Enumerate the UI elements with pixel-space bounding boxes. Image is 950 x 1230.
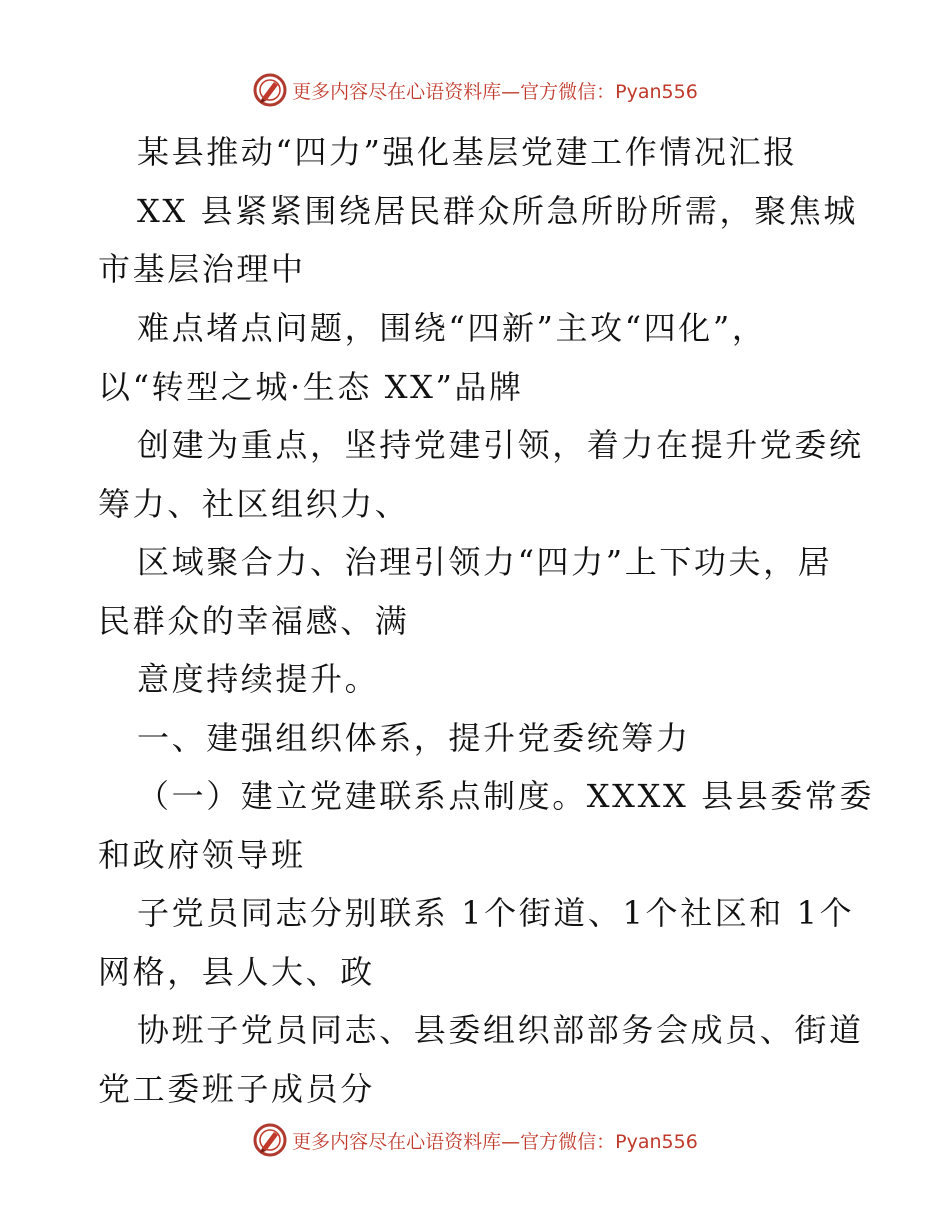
- paragraph-line: 以“转型之城·生态 XX”品牌: [98, 368, 524, 406]
- paragraph-line: 民群众的幸福感、满: [98, 602, 410, 640]
- paragraph-line: 筹力、社区组织力、: [98, 485, 410, 523]
- section-heading: 一、建强组织体系，提升党委统筹力: [137, 719, 691, 757]
- paragraph-line: 难点堵点问题，围绕“四新”主攻“四化”，: [137, 309, 767, 347]
- paragraph-line: 创建为重点，坚持党建引领，着力在提升党委统: [137, 426, 864, 464]
- paragraph-line: （一）建立党建联系点制度。XXXX 县县委常委: [137, 777, 875, 815]
- paragraph-line: 市基层治理中: [98, 250, 306, 288]
- paragraph-line: 区域聚合力、治理引领力“四力”上下功夫，居: [137, 543, 833, 581]
- watermark-text: 更多内容尽在心语资料库—官方微信：Pyan556: [292, 80, 698, 103]
- watermark-header: [0, 70, 950, 110]
- paragraph-line: 党工委班子成员分: [98, 1070, 375, 1108]
- paragraph-line: 意度持续提升。: [137, 660, 380, 698]
- paragraph-line: 协班子党员同志、县委组织部部务会成员、街道: [137, 1011, 864, 1049]
- paragraph-line: 网格，县人大、政: [98, 953, 375, 991]
- document-title: 某县推动“四力”强化基层党建工作情况汇报: [137, 133, 798, 171]
- paragraph-line: XX 县紧紧围绕居民群众所急所盼所需，聚焦城: [137, 192, 858, 230]
- watermark-text: 更多内容尽在心语资料库—官方微信：Pyan556: [292, 1130, 698, 1153]
- pen-logo-icon: [252, 1122, 288, 1158]
- pen-logo-icon: [252, 72, 288, 108]
- paragraph-line: 和政府领导班: [98, 836, 306, 874]
- watermark-footer: [0, 1120, 950, 1160]
- paragraph-line: 子党员同志分别联系 1个街道、1个社区和 1个: [137, 894, 855, 932]
